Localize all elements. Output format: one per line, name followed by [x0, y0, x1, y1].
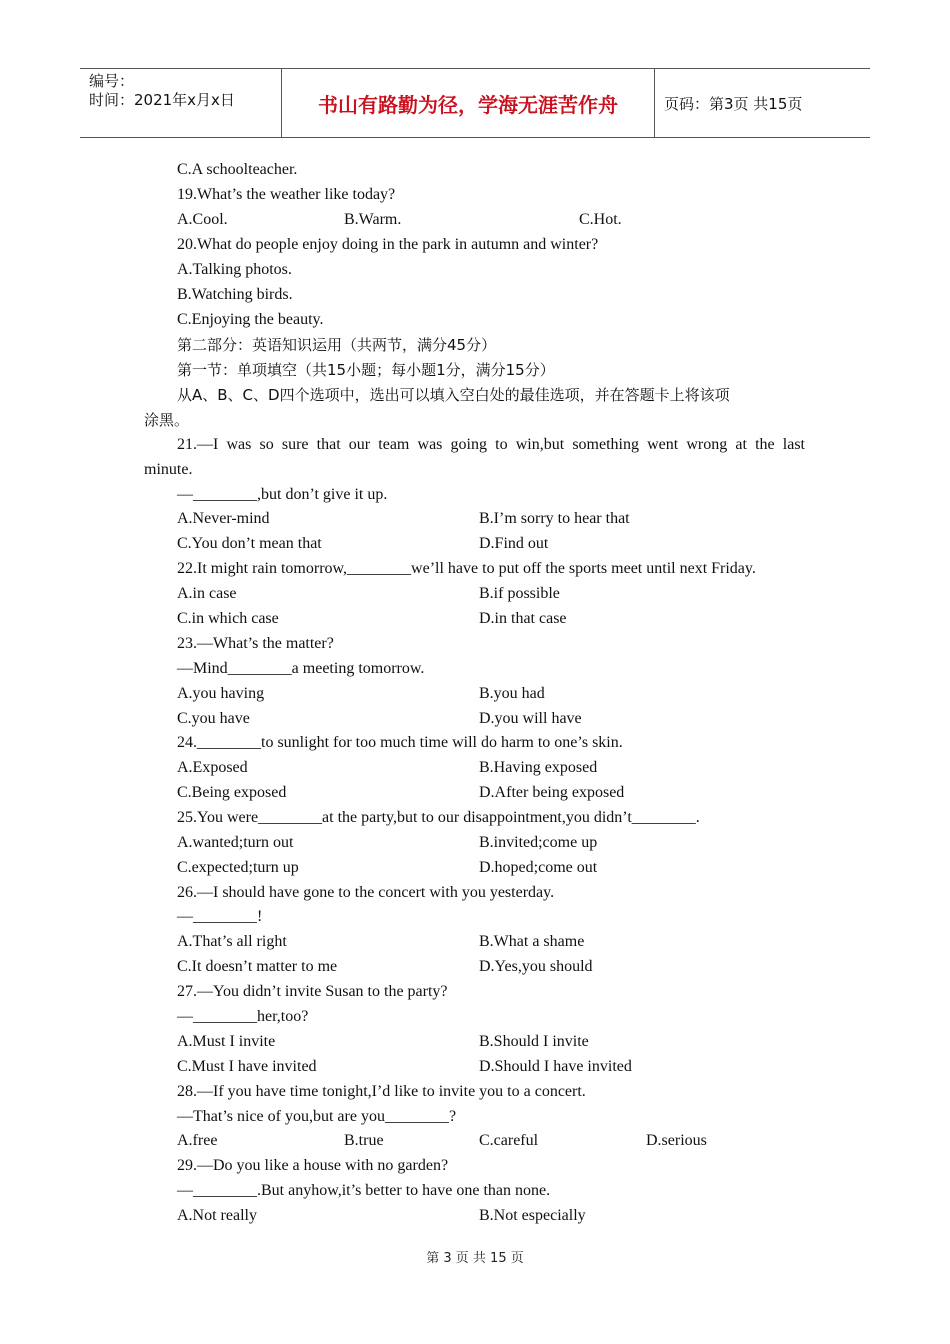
- question-25: 25.You were________at the party,but to our disappointment,you didn’t________.: [177, 809, 700, 826]
- part-two-heading: 第二部分：英语知识运用（共两节，满分45分）: [177, 336, 497, 354]
- question-29: 29.—Do you like a house with no garden?: [177, 1157, 449, 1174]
- option-26b: B.What a shame: [479, 933, 585, 950]
- option-29b: B.Not especially: [479, 1207, 586, 1224]
- option-25a: A.wanted;turn out: [177, 834, 294, 851]
- page-header: [80, 68, 870, 138]
- option-28d: D.serious: [646, 1132, 707, 1149]
- number-label: 编号：: [89, 72, 135, 90]
- option-29a: A.Not really: [177, 1207, 257, 1224]
- option-22b: B.if possible: [479, 585, 560, 602]
- option-28c: C.careful: [479, 1132, 539, 1149]
- question-26: 26.—I should have gone to the concert with you yesterday.: [177, 884, 555, 901]
- option-20b: B.Watching birds.: [177, 286, 293, 303]
- option-28a: A.free: [177, 1132, 218, 1149]
- option-27c: C.Must I have invited: [177, 1058, 317, 1075]
- section-one-heading: 第一节：单项填空（共15小题；每小题1分，满分15分）: [177, 361, 555, 379]
- question-29-reply: —________.But anyhow,it’s better to have one than none.: [177, 1182, 551, 1199]
- option-24a: A.Exposed: [177, 759, 248, 776]
- option-24b: B.Having exposed: [479, 759, 598, 776]
- option-24d: D.After being exposed: [479, 784, 625, 801]
- time-label: 时间：2021年x月x日: [89, 91, 235, 109]
- option-21b: B.I’m sorry to hear that: [479, 510, 630, 527]
- option-25b: B.invited;come up: [479, 834, 598, 851]
- option-20a: A.Talking photos.: [177, 261, 292, 278]
- question-19: 19.What’s the weather like today?: [177, 186, 396, 203]
- question-28: 28.—If you have time tonight,I’d like to invite you to a concert.: [177, 1083, 586, 1100]
- option-27d: D.Should I have invited: [479, 1058, 632, 1075]
- option-23a: A.you having: [177, 685, 265, 702]
- instruction-line-1: 从A、B、C、D四个选项中，选出可以填入空白处的最佳选项，并在答题卡上将该项: [177, 386, 730, 404]
- option-28b: B.true: [344, 1132, 384, 1149]
- option-22a: A.in case: [177, 585, 237, 602]
- text-line: C.A schoolteacher.: [177, 161, 298, 178]
- question-23-reply: —Mind________a meeting tomorrow.: [177, 660, 425, 677]
- option-26d: D.Yes,you should: [479, 958, 593, 975]
- option-19a: A.Cool.: [177, 211, 228, 228]
- option-26c: C.It doesn’t matter to me: [177, 958, 338, 975]
- question-28-reply: —That’s nice of you,but are you________?: [177, 1108, 457, 1125]
- option-23c: C.you have: [177, 710, 250, 727]
- question-21-reply: —________,but don’t give it up.: [177, 486, 388, 503]
- option-24c: C.Being exposed: [177, 784, 287, 801]
- option-21c: C.You don’t mean that: [177, 535, 322, 552]
- option-25c: C.expected;turn up: [177, 859, 299, 876]
- option-20c: C.Enjoying the beauty.: [177, 311, 324, 328]
- question-24: 24.________to sunlight for too much time will do harm to one’s skin.: [177, 734, 623, 751]
- header-meta: [80, 69, 282, 137]
- header-motto: 书山有路勤为径，学海无涯苦作舟: [282, 69, 655, 137]
- instruction-line-2: 涂黑。: [144, 411, 190, 429]
- option-19c: C.Hot.: [579, 211, 622, 228]
- header-page-label: 页码：第3页 共15页: [664, 94, 803, 113]
- question-23: 23.—What’s the matter?: [177, 635, 334, 652]
- option-21a: A.Never-mind: [177, 510, 270, 527]
- question-22: 22.It might rain tomorrow,________we’ll have to put off the sports meet until next Friday.: [177, 560, 756, 577]
- option-27b: B.Should I invite: [479, 1033, 589, 1050]
- option-21d: D.Find out: [479, 535, 549, 552]
- option-19b: B.Warm.: [344, 211, 402, 228]
- option-22d: D.in that case: [479, 610, 567, 627]
- option-26a: A.That’s all right: [177, 933, 287, 950]
- option-27a: A.Must I invite: [177, 1033, 276, 1050]
- option-23d: D.you will have: [479, 710, 582, 727]
- option-25d: D.hoped;come out: [479, 859, 598, 876]
- question-21-cont: minute.: [144, 461, 193, 478]
- question-21: 21.—I was so sure that our team was going to win,but something went wrong at the last: [177, 436, 805, 453]
- question-27-reply: —________her,too?: [177, 1008, 309, 1025]
- option-22c: C.in which case: [177, 610, 279, 627]
- question-27: 27.—You didn’t invite Susan to the party?: [177, 983, 448, 1000]
- question-20: 20.What do people enjoy doing in the park in autumn and winter?: [177, 236, 599, 253]
- option-23b: B.you had: [479, 685, 545, 702]
- page-footer: 第 3 页 共 15 页: [426, 1251, 524, 1266]
- question-26-reply: —________!: [177, 908, 263, 925]
